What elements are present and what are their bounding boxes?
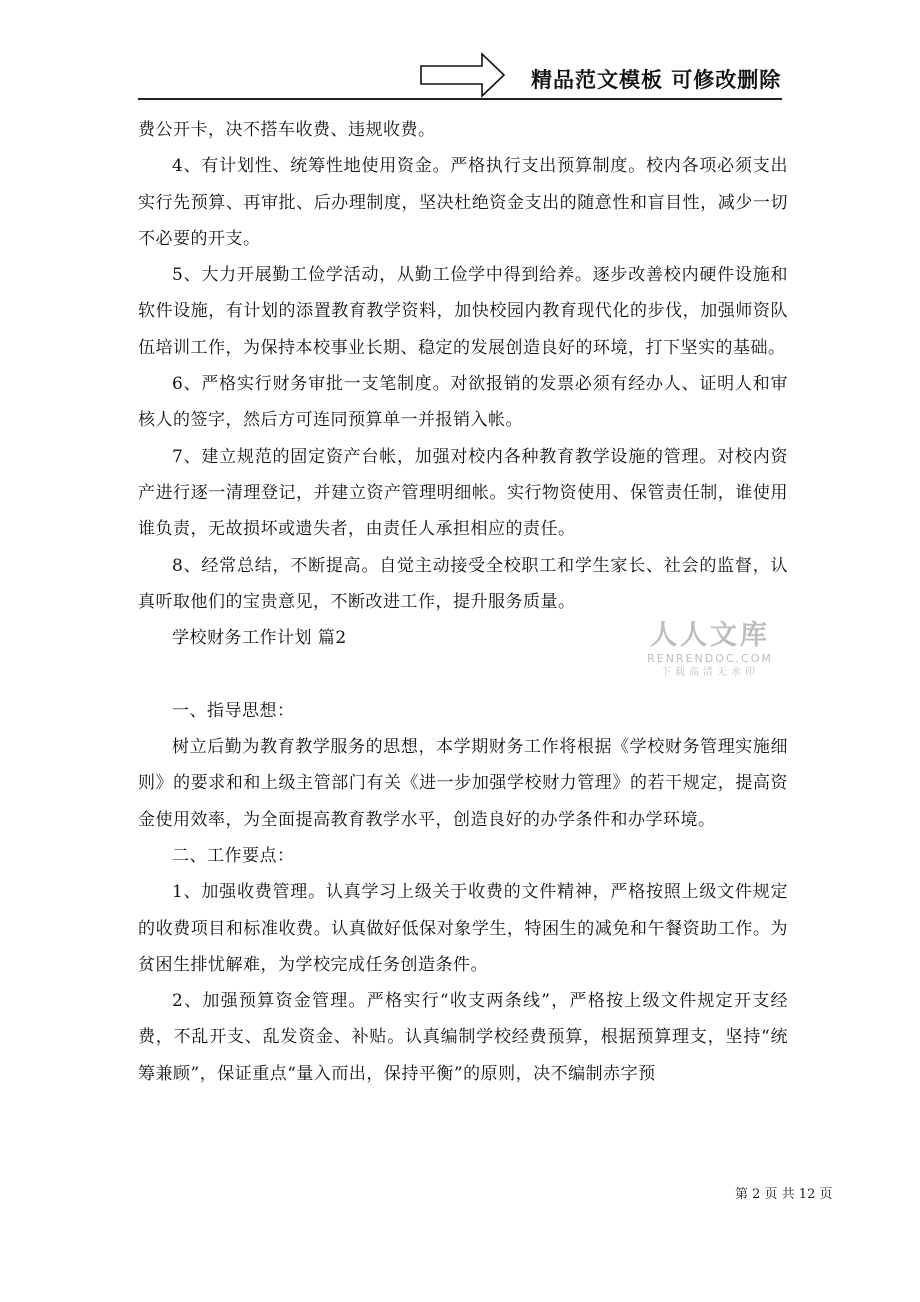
paragraph: 6、严格实行财务审批一支笔制度。对欲报销的发票必须有经办人、证明人和审核人的签字，然后方可连同预算单一并报销入帐。 [138, 374, 788, 431]
paragraph: 1、加强收费管理。认真学习上级关于收费的文件精神，严格按照上级文件规定的收费项目和标准收费。认真做好低保对象学生，特困生的减免和午餐资助工作。为贫困生排忧解难，为学校完成任务创造条件。 [138, 882, 788, 975]
paragraph: 5、大力开展勤工俭学活动，从勤工俭学中得到给养。逐步改善校内硬件设施和软件设施，有计划的添置教育教学资料，加快校园内教育现代化的步伐，加强师资队伍培训工作，为保持本校事业长期、稳定的发展创造良好的环境，打下坚实的基础。 [138, 265, 788, 358]
paragraph: 二、工作要点： [172, 845, 295, 866]
page-header [0, 0, 920, 110]
watermark-url: RENRENDOC.COM [647, 652, 773, 665]
paragraph: 7、建立规范的固定资产台帐，加强对校内各种教育教学设施的管理。对校内资产进行逐一清理登记，并建立资产管理明细帐。实行物资使用、保管责任制，谁使用谁负责，无故损坏或遗失者，由责任人承担相应的责任。 [138, 446, 788, 540]
watermark [640, 620, 780, 680]
header-divider [138, 98, 782, 100]
paragraph: 学校财务工作计划 篇2 [172, 628, 347, 649]
page-number: 第 2 页 共 12 页 [735, 1187, 833, 1202]
watermark-subtitle: 下载高清无水印 [661, 667, 759, 678]
paragraph: 树立后勤为教育教学服务的思想，本学期财务工作将根据《学校财务管理实施细则》的要求和和上级主管部门有关《进一步加强学校财力管理》的若干规定，提高资金使用效率，为全面提高教育教学水平，创造良好的办学条件和办学环境。 [138, 737, 788, 830]
paragraph: 4、有计划性、统筹性地使用资金。严格执行支出预算制度。校内各项必须支出实行先预算、再审批、后办理制度，坚决杜绝资金支出的随意性和盲目性，减少一切不必要的开支。 [138, 156, 788, 249]
arrow-right-outline-icon [420, 52, 506, 98]
paragraph: 8、经常总结，不断提高。自觉主动接受全校职工和学生家长、社会的监督，认真听取他们的宝贵意见，不断改进工作，提升服务质量。 [138, 555, 788, 612]
paragraph: 一、指导思想： [172, 700, 295, 721]
paragraph: 费公开卡，决不搭车收费、违规收费。 [138, 120, 436, 140]
watermark-title: 人人文库 [650, 620, 770, 651]
document-body [138, 112, 788, 1092]
header-title: 精品范文模板 可修改删除 [531, 68, 782, 92]
paragraph: 2、加强预算资金管理。严格实行“收支两条线”，严格按上级文件规定开支经费，不乱开支、乱发资金、补贴。认真编制学校经费预算，根据预算理支，坚持“统筹兼顾”，保证重点“量入而出，保持平衡”的原则，决不编制赤字预 [138, 991, 788, 1084]
